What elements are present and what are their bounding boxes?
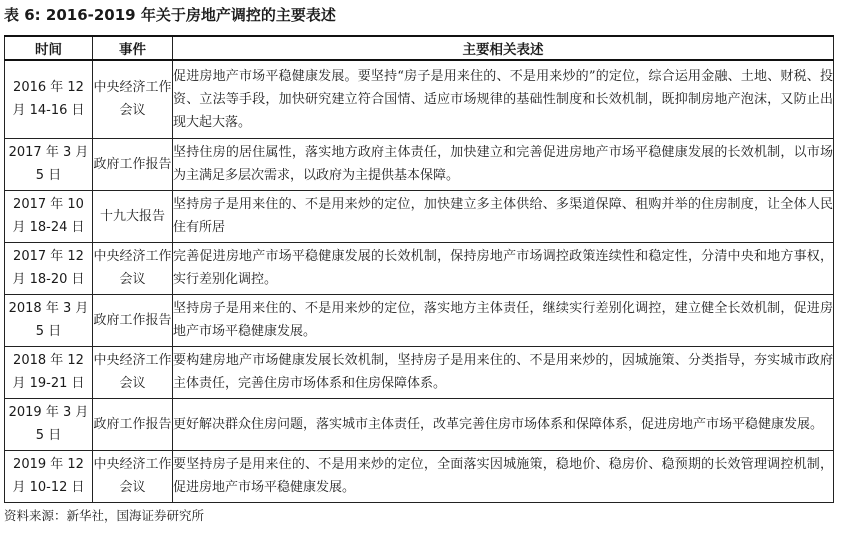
desc-cell: 促进房地产市场平稳健康发展。要坚持“房子是用来住的、不是用来炒的”的定位，综合运用金融、土地、财税、投资、立法等手段，加快研究建立符合国情、适应市场规律的基础性制度和长效机制，既抑制房地产泡沫，又防止出现大起大落。 — [173, 60, 834, 138]
event-cell: 中央经济工作会议 — [93, 346, 173, 398]
source-note: 资料来源：新华社，国海证券研究所 — [4, 508, 205, 523]
table-row — [5, 60, 834, 138]
header-event: 事件 — [93, 36, 173, 60]
desc-cell: 坚持房子是用来住的、不是用来炒的定位，加快建立多主体供给、多渠道保障、租购并举的住房制度，让全体人民住有所居 — [173, 190, 834, 242]
event-cell: 中央经济工作会议 — [93, 60, 173, 138]
event-cell: 政府工作报告 — [93, 138, 173, 190]
time-cell: 2018 年 3 月 5 日 — [5, 294, 93, 346]
desc-cell: 要构建房地产市场健康发展长效机制，坚持房子是用来住的、不是用来炒的，因城施策、分类指导，夯实城市政府主体责任，完善住房市场体系和住房保障体系。 — [173, 346, 834, 398]
desc-cell: 更好解决群众住房问题，落实城市主体责任，改革完善住房市场体系和保障体系，促进房地产市场平稳健康发展。 — [173, 398, 834, 450]
event-cell: 中央经济工作会议 — [93, 242, 173, 294]
header-desc: 主要相关表述 — [173, 36, 834, 60]
time-cell: 2017 年 12 月 18-20 日 — [5, 242, 93, 294]
header-row — [5, 36, 834, 60]
event-cell: 政府工作报告 — [93, 398, 173, 450]
time-cell: 2016 年 12 月 14-16 日 — [5, 60, 93, 138]
time-cell: 2018 年 12 月 19-21 日 — [5, 346, 93, 398]
time-cell: 2017 年 3 月 5 日 — [5, 138, 93, 190]
event-cell: 政府工作报告 — [93, 294, 173, 346]
time-cell: 2019 年 3 月 5 日 — [5, 398, 93, 450]
table-row — [5, 138, 834, 190]
table-title: 表 6: 2016-2019 年关于房地产调控的主要表述 — [4, 6, 336, 24]
table-row — [5, 398, 834, 450]
table-row — [5, 190, 834, 242]
table-row — [5, 242, 834, 294]
table-row — [5, 346, 834, 398]
desc-cell: 坚持房子是用来住的、不是用来炒的定位，落实地方主体责任，继续实行差别化调控，建立健全长效机制，促进房地产市场平稳健康发展。 — [173, 294, 834, 346]
header-time: 时间 — [5, 36, 93, 60]
table-row — [5, 450, 834, 502]
time-cell: 2019 年 12 月 10-12 日 — [5, 450, 93, 502]
desc-cell: 要坚持房子是用来住的、不是用来炒的定位，全面落实因城施策，稳地价、稳房价、稳预期的长效管理调控机制，促进房地产市场平稳健康发展。 — [173, 450, 834, 502]
policy-table — [4, 35, 834, 503]
time-cell: 2017 年 10 月 18-24 日 — [5, 190, 93, 242]
event-cell: 中央经济工作会议 — [93, 450, 173, 502]
event-cell: 十九大报告 — [93, 190, 173, 242]
desc-cell: 坚持住房的居住属性，落实地方政府主体责任，加快建立和完善促进房地产市场平稳健康发展的长效机制，以市场为主满足多层次需求，以政府为主提供基本保障。 — [173, 138, 834, 190]
desc-cell: 完善促进房地产市场平稳健康发展的长效机制，保持房地产市场调控政策连续性和稳定性，分清中央和地方事权，实行差别化调控。 — [173, 242, 834, 294]
table-row — [5, 294, 834, 346]
